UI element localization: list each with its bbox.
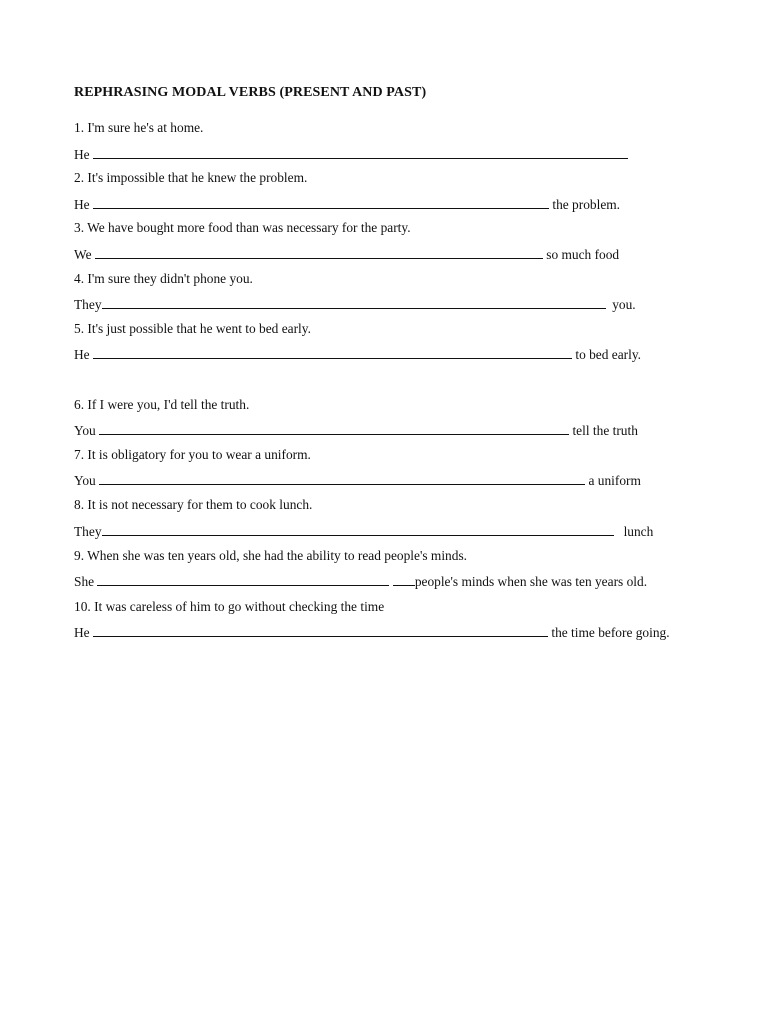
exercise-3-prompt: 3. We have bought more food than was necessary for the party. xyxy=(74,220,411,235)
exercise-4-prompt: 4. I'm sure they didn't phone you. xyxy=(74,271,253,286)
exercise-3-start: We xyxy=(74,247,92,262)
exercise-7-prompt: 7. It is obligatory for you to wear a uniform. xyxy=(74,447,311,462)
exercise-10-prompt: 10. It was careless of him to go without checking the time xyxy=(74,599,385,614)
exercise-1-blank[interactable] xyxy=(93,145,628,159)
exercise-1-answer-line xyxy=(74,145,628,164)
exercise-8-end: lunch xyxy=(623,524,654,539)
exercise-2-answer-line xyxy=(74,195,620,214)
exercise-2-end: the problem. xyxy=(552,197,621,212)
exercise-10-start: He xyxy=(74,625,90,640)
exercise-7-start: You xyxy=(74,473,96,488)
exercise-3-answer-line xyxy=(74,245,619,264)
exercise-10-answer-line xyxy=(74,623,670,642)
exercise-6-end: tell the truth xyxy=(572,423,638,438)
exercise-10-end: the time before going. xyxy=(551,625,670,640)
exercise-3-blank[interactable] xyxy=(95,245,543,259)
exercise-7-end: a uniform xyxy=(588,473,641,488)
exercise-9-blank-2[interactable] xyxy=(393,572,415,586)
exercise-9-answer-line xyxy=(74,572,647,591)
exercise-4-answer-line xyxy=(74,295,636,314)
exercise-9-prompt: 9. When she was ten years old, she had the ability to read people's minds. xyxy=(74,548,468,563)
exercise-9-start: She xyxy=(74,574,95,589)
exercise-5-answer-line xyxy=(74,345,641,364)
exercise-4-end: you. xyxy=(612,297,636,312)
exercise-1-prompt: 1. I'm sure he's at home. xyxy=(74,120,204,135)
exercise-2-prompt: 2. It's impossible that he knew the problem. xyxy=(74,170,308,185)
exercise-8-answer-line xyxy=(74,522,653,541)
exercise-5-blank[interactable] xyxy=(93,345,572,359)
exercise-6-prompt: 6. If I were you, I'd tell the truth. xyxy=(74,397,250,412)
exercise-9-blank[interactable] xyxy=(97,572,389,586)
exercise-8-start: They xyxy=(74,524,102,539)
exercise-6-answer-line xyxy=(74,421,638,440)
exercise-6-blank[interactable] xyxy=(99,421,569,435)
exercise-7-answer-line xyxy=(74,471,641,490)
worksheet-title: REPHRASING MODAL VERBS (PRESENT AND PAST) xyxy=(74,85,427,100)
exercise-5-start: He xyxy=(74,347,90,362)
exercise-2-start: He xyxy=(74,197,90,212)
exercise-5-prompt: 5. It's just possible that he went to bed early. xyxy=(74,321,311,336)
exercise-8-blank[interactable] xyxy=(102,522,614,536)
exercise-8-prompt: 8. It is not necessary for them to cook lunch. xyxy=(74,497,313,512)
exercise-4-blank[interactable] xyxy=(102,295,606,309)
exercise-7-blank[interactable] xyxy=(99,471,585,485)
exercise-3-end: so much food xyxy=(546,247,620,262)
exercise-5-end: to bed early. xyxy=(575,347,642,362)
exercise-9-end: people's minds when she was ten years old. xyxy=(414,574,648,589)
exercise-2-blank[interactable] xyxy=(93,195,549,209)
exercise-1-start: He xyxy=(74,147,90,162)
exercise-4-start: They xyxy=(74,297,102,312)
exercise-10-blank[interactable] xyxy=(93,623,548,637)
exercise-6-start: You xyxy=(74,423,96,438)
